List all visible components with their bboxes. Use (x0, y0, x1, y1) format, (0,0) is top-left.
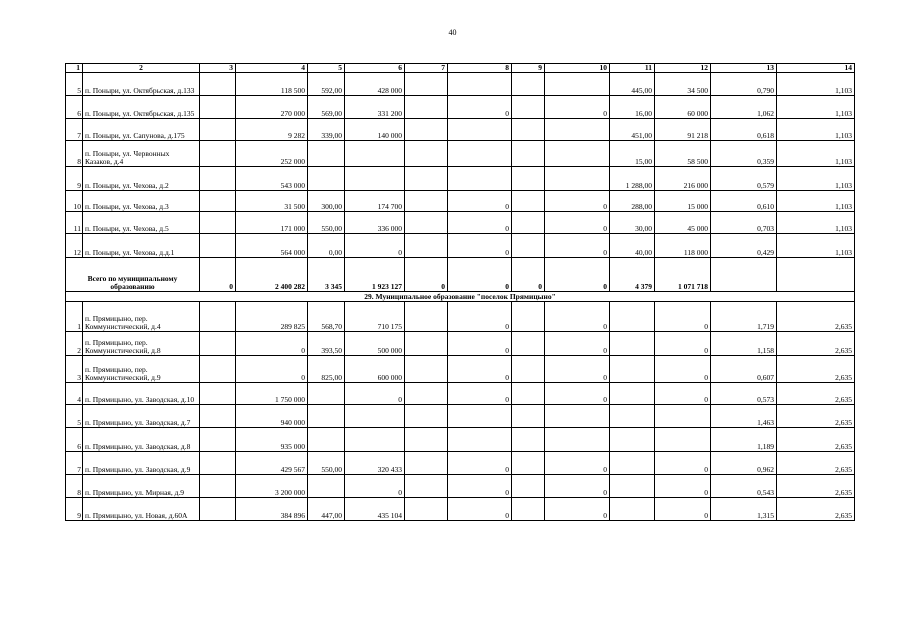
data-table (65, 63, 855, 521)
table-cell (405, 302, 448, 332)
table-cell: 6 (66, 428, 83, 452)
table-cell: 15 000 (655, 191, 711, 212)
table-cell (200, 383, 236, 405)
table-cell: 0 (545, 475, 610, 498)
table-cell: 171 000 (236, 212, 308, 234)
table-cell: 16,00 (610, 96, 655, 119)
table-row (66, 141, 855, 167)
table-cell (345, 428, 405, 452)
table-row (66, 405, 855, 428)
table-cell: 564 000 (236, 234, 308, 258)
table-cell: п. Прямицыно, ул. Мирная, д.9 (83, 475, 200, 498)
table-cell: 1,103 (777, 212, 855, 234)
table-cell (405, 191, 448, 212)
table-cell: 0,579 (711, 167, 777, 191)
table-cell: 2,635 (777, 302, 855, 332)
table-cell (200, 428, 236, 452)
table-cell: 428 000 (345, 73, 405, 96)
table-cell: 331 200 (345, 96, 405, 119)
table-cell: п. Прямицыно, ул. Заводская, д.7 (83, 405, 200, 428)
table-cell: 500 000 (345, 332, 405, 356)
table-cell: 0 (545, 498, 610, 521)
table-cell: 0 (655, 452, 711, 475)
table-cell (512, 452, 545, 475)
table-cell (448, 119, 512, 141)
table-cell: 339,00 (308, 119, 345, 141)
table-cell (655, 428, 711, 452)
table-cell: 0 (655, 302, 711, 332)
table-cell: п. Поныри, ул. Октябрьская, д.135 (83, 96, 200, 119)
table-cell: 384 896 (236, 498, 308, 521)
table-cell (448, 167, 512, 191)
table-cell: 289 825 (236, 302, 308, 332)
table-cell: 40,00 (610, 234, 655, 258)
table-cell: 14 (777, 64, 855, 73)
table-cell: 1,719 (711, 302, 777, 332)
table-cell: 5 (308, 64, 345, 73)
table-row (66, 452, 855, 475)
table-cell: 0 (655, 498, 711, 521)
table-cell (512, 428, 545, 452)
table-cell: 7 (405, 64, 448, 73)
table-cell: 0 (448, 191, 512, 212)
table-cell: 3 (66, 356, 83, 383)
table-cell: 447,00 (308, 498, 345, 521)
table-cell (200, 73, 236, 96)
table-cell: 252 000 (236, 141, 308, 167)
total-row (66, 258, 855, 292)
table-cell (200, 234, 236, 258)
table-cell: 12 (655, 64, 711, 73)
table-cell: 0,607 (711, 356, 777, 383)
table-cell: 5 (66, 405, 83, 428)
table-cell: 0 (545, 234, 610, 258)
table-row (66, 475, 855, 498)
table-cell (200, 475, 236, 498)
table-cell (655, 405, 711, 428)
table-cell: 0 (545, 258, 610, 292)
table-cell: п. Поныри, ул. Червонных Казаков, д.4 (83, 141, 200, 167)
table-cell (512, 475, 545, 498)
table-cell: 0 (545, 302, 610, 332)
table-cell: 569,00 (308, 96, 345, 119)
table-cell: 0,543 (711, 475, 777, 498)
table-cell: 11 (610, 64, 655, 73)
table-cell (512, 212, 545, 234)
table-cell (200, 498, 236, 521)
section-title: 29. Муниципальное образование "поселок Прямицыно" (66, 292, 855, 302)
table-cell (777, 258, 855, 292)
table-cell: 0 (448, 332, 512, 356)
table-cell: 1,463 (711, 405, 777, 428)
table-cell (405, 332, 448, 356)
table-cell (345, 167, 405, 191)
table-cell: 34 500 (655, 73, 711, 96)
table-cell (405, 73, 448, 96)
table-row (66, 73, 855, 96)
table-cell: 2,635 (777, 383, 855, 405)
table-cell: 0 (236, 356, 308, 383)
table-cell: 12 (66, 234, 83, 258)
table-cell: 393,50 (308, 332, 345, 356)
table-cell: 174 700 (345, 191, 405, 212)
table-cell (200, 356, 236, 383)
table-cell: 3 200 000 (236, 475, 308, 498)
table-cell: 0,573 (711, 383, 777, 405)
table-cell (610, 498, 655, 521)
table-cell (405, 452, 448, 475)
table-cell: 9 (66, 167, 83, 191)
table-body (66, 64, 855, 521)
table-cell: 7 (66, 452, 83, 475)
table-cell: 2 400 282 (236, 258, 308, 292)
table-row (66, 356, 855, 383)
table-cell (345, 405, 405, 428)
table-cell (545, 167, 610, 191)
table-row (66, 428, 855, 452)
table-row (66, 191, 855, 212)
table-cell: 1 (66, 302, 83, 332)
table-cell: 10 (545, 64, 610, 73)
table-cell (405, 119, 448, 141)
table-cell (405, 212, 448, 234)
table-cell (308, 405, 345, 428)
table-cell (448, 428, 512, 452)
table-cell: 9 (512, 64, 545, 73)
table-cell (610, 383, 655, 405)
table-cell (512, 302, 545, 332)
table-cell: 58 500 (655, 141, 711, 167)
table-cell: 0,429 (711, 234, 777, 258)
table-cell (405, 167, 448, 191)
table-cell: 45 000 (655, 212, 711, 234)
table-cell: 320 433 (345, 452, 405, 475)
table-cell: 0,359 (711, 141, 777, 167)
table-cell: 0,790 (711, 73, 777, 96)
table-cell (610, 475, 655, 498)
table-cell: 0 (345, 475, 405, 498)
table-cell (512, 234, 545, 258)
table-cell (711, 258, 777, 292)
table-cell (405, 498, 448, 521)
header-row (66, 64, 855, 73)
table-cell: 91 218 (655, 119, 711, 141)
table-cell: 140 000 (345, 119, 405, 141)
table-cell: 0 (405, 258, 448, 292)
table-cell: 1 923 127 (345, 258, 405, 292)
table-cell: 300,00 (308, 191, 345, 212)
table-cell: 435 104 (345, 498, 405, 521)
table-cell (345, 141, 405, 167)
table-cell: 2,635 (777, 356, 855, 383)
table-cell (200, 405, 236, 428)
table-cell: 15,00 (610, 141, 655, 167)
table-cell: 935 000 (236, 428, 308, 452)
table-cell (545, 405, 610, 428)
table-cell: 4 379 (610, 258, 655, 292)
table-cell: п. Прямицыно, ул. Заводская, д.9 (83, 452, 200, 475)
table-cell (200, 332, 236, 356)
table-cell: п. Поныри, ул. Чехова, д.д.1 (83, 234, 200, 258)
table-cell: 0 (448, 258, 512, 292)
table-cell: п. Поныри, ул. Чехова, д.5 (83, 212, 200, 234)
table-cell: 1 750 000 (236, 383, 308, 405)
table-cell (545, 119, 610, 141)
table-cell: 1,103 (777, 96, 855, 119)
table-cell (308, 141, 345, 167)
table-cell: 0 (448, 475, 512, 498)
table-cell (308, 383, 345, 405)
table-cell: 0,962 (711, 452, 777, 475)
table-cell (308, 428, 345, 452)
table-cell: 1,103 (777, 141, 855, 167)
table-cell: 550,00 (308, 452, 345, 475)
table-cell: 1 288,00 (610, 167, 655, 191)
table-cell: 0 (345, 383, 405, 405)
table-row (66, 498, 855, 521)
table-cell: 0 (655, 383, 711, 405)
table-cell (405, 475, 448, 498)
table-cell: 2,635 (777, 475, 855, 498)
table-cell: 592,00 (308, 73, 345, 96)
table-cell: п. Поныри, ул. Октябрьская, д.133 (83, 73, 200, 96)
table-cell: 1,315 (711, 498, 777, 521)
table-cell: 543 000 (236, 167, 308, 191)
table-cell: 0 (448, 356, 512, 383)
table-cell (405, 234, 448, 258)
table-cell: 31 500 (236, 191, 308, 212)
table-cell (405, 428, 448, 452)
table-cell: 445,00 (610, 73, 655, 96)
table-cell (448, 405, 512, 428)
table-cell (512, 383, 545, 405)
table-cell: 1,103 (777, 234, 855, 258)
table-cell: 0,618 (711, 119, 777, 141)
page-number: 40 (448, 28, 457, 37)
table-cell: 0 (545, 356, 610, 383)
table-cell: 2 (66, 332, 83, 356)
table-row (66, 234, 855, 258)
table-cell: 9 (66, 498, 83, 521)
table-cell (512, 191, 545, 212)
table-cell: 1,103 (777, 191, 855, 212)
table-cell (512, 498, 545, 521)
table-cell: 118 000 (655, 234, 711, 258)
table-cell: п. Прямицыно, пер. Коммунистический, д.9 (83, 356, 200, 383)
table-cell: 429 567 (236, 452, 308, 475)
table-cell: 2 (83, 64, 200, 73)
table-cell (545, 141, 610, 167)
table-cell: п. Поныри, ул. Чехова, д.3 (83, 191, 200, 212)
table-cell: 568,70 (308, 302, 345, 332)
table-cell (512, 141, 545, 167)
table-cell: 0 (345, 234, 405, 258)
table-cell: 600 000 (345, 356, 405, 383)
table-cell: 2,635 (777, 452, 855, 475)
table-cell: 2,635 (777, 498, 855, 521)
table-cell: 825,00 (308, 356, 345, 383)
table-cell (200, 141, 236, 167)
table-cell: 0 (448, 234, 512, 258)
table-cell: 0 (448, 498, 512, 521)
table-cell: 0 (655, 475, 711, 498)
table-cell: 1,189 (711, 428, 777, 452)
table-cell: 8 (448, 64, 512, 73)
table-cell: 8 (66, 141, 83, 167)
table-cell (512, 356, 545, 383)
table-cell: 940 000 (236, 405, 308, 428)
table-cell: 8 (66, 475, 83, 498)
table-cell: 2,635 (777, 332, 855, 356)
table-cell: 451,00 (610, 119, 655, 141)
table-cell (200, 452, 236, 475)
table-cell: 0 (545, 212, 610, 234)
table-cell (200, 302, 236, 332)
table-cell: 1 071 718 (655, 258, 711, 292)
table-row (66, 332, 855, 356)
table-cell: 0 (200, 258, 236, 292)
table-cell (512, 167, 545, 191)
table-cell: 0,610 (711, 191, 777, 212)
table-cell: 0 (545, 383, 610, 405)
table-cell: 0 (448, 96, 512, 119)
table-cell: п. Прямицыно, ул. Заводская, д.10 (83, 383, 200, 405)
table-cell: 0 (448, 452, 512, 475)
table-cell: п. Поныри, ул. Чехова, д.2 (83, 167, 200, 191)
table-cell (405, 383, 448, 405)
table-cell: 0 (545, 96, 610, 119)
table-cell: 0 (236, 332, 308, 356)
table-cell (200, 167, 236, 191)
table-cell (610, 332, 655, 356)
table-cell: 3 (200, 64, 236, 73)
table-cell: 11 (66, 212, 83, 234)
table-cell: 0 (545, 452, 610, 475)
table-cell: п. Поныри, ул. Сапунова, д.175 (83, 119, 200, 141)
table-cell: 30,00 (610, 212, 655, 234)
table-cell (405, 141, 448, 167)
table-cell (308, 475, 345, 498)
table-cell: 13 (711, 64, 777, 73)
table-row (66, 383, 855, 405)
table-cell (200, 96, 236, 119)
table-cell: 550,00 (308, 212, 345, 234)
table-cell: п. Прямицыно, ул. Новая, д.60А (83, 498, 200, 521)
table-cell (405, 96, 448, 119)
table-cell (545, 73, 610, 96)
table-cell (610, 302, 655, 332)
table-cell: 1,103 (777, 119, 855, 141)
table-cell: 1 (66, 64, 83, 73)
table-cell: 6 (66, 96, 83, 119)
table-cell: 3 345 (308, 258, 345, 292)
table-cell: 0,00 (308, 234, 345, 258)
table-cell (200, 212, 236, 234)
table-row (66, 119, 855, 141)
table-cell: п. Прямицыно, пер. Коммунистический, д.8 (83, 332, 200, 356)
table-cell (200, 191, 236, 212)
table-cell: 0 (545, 332, 610, 356)
table-cell (610, 405, 655, 428)
table-cell (512, 73, 545, 96)
table-cell: 7 (66, 119, 83, 141)
table-cell (448, 73, 512, 96)
table-cell: 0 (448, 383, 512, 405)
table-row (66, 212, 855, 234)
table-cell: 288,00 (610, 191, 655, 212)
section-row (66, 292, 855, 302)
total-label: Всего по муниципальному образованию (66, 258, 200, 292)
table-cell: 1,103 (777, 73, 855, 96)
table-cell: 0 (448, 302, 512, 332)
table-cell: 0 (448, 212, 512, 234)
table-cell (545, 428, 610, 452)
table-cell: 5 (66, 73, 83, 96)
table-cell (610, 356, 655, 383)
table-cell: 336 000 (345, 212, 405, 234)
table-cell: 1,158 (711, 332, 777, 356)
table-cell: 2,635 (777, 405, 855, 428)
table-cell: п. Прямицыно, пер. Коммунистический, д.4 (83, 302, 200, 332)
table-row (66, 167, 855, 191)
table-cell (448, 141, 512, 167)
table-cell: 0 (512, 258, 545, 292)
table-cell (512, 96, 545, 119)
table-cell: 10 (66, 191, 83, 212)
table-cell: 0 (545, 191, 610, 212)
table-cell (405, 356, 448, 383)
table-cell: 2,635 (777, 428, 855, 452)
table-cell: 0 (655, 332, 711, 356)
table-cell (512, 405, 545, 428)
table-cell: 60 000 (655, 96, 711, 119)
table-cell: п. Прямицыно, ул. Заводская, д.8 (83, 428, 200, 452)
table-cell: 4 (236, 64, 308, 73)
table-cell (512, 332, 545, 356)
table-cell: 0,703 (711, 212, 777, 234)
table-cell (610, 452, 655, 475)
table-row (66, 302, 855, 332)
table-cell: 216 000 (655, 167, 711, 191)
table-cell: 4 (66, 383, 83, 405)
table-cell: 9 282 (236, 119, 308, 141)
table-cell: 118 500 (236, 73, 308, 96)
table-cell: 270 000 (236, 96, 308, 119)
table-cell: 6 (345, 64, 405, 73)
table-cell: 710 175 (345, 302, 405, 332)
table-cell (200, 119, 236, 141)
table-row (66, 96, 855, 119)
table-cell: 1,062 (711, 96, 777, 119)
table-cell: 1,103 (777, 167, 855, 191)
table-cell (512, 119, 545, 141)
table-cell (610, 428, 655, 452)
table-cell: 0 (655, 356, 711, 383)
table-cell (308, 167, 345, 191)
table-cell (405, 405, 448, 428)
